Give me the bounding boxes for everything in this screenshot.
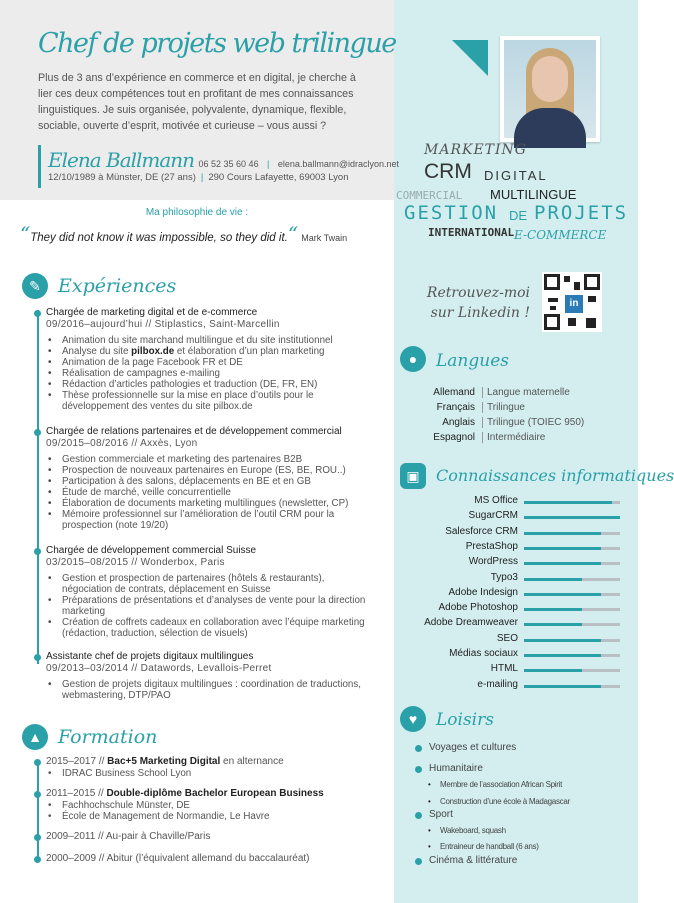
linkedin-logo-icon: in (565, 295, 583, 313)
linkedin-line-2: sur Linkedin ! (430, 305, 530, 321)
job-dates: 09/2016–aujourd’hui // Stiplastics, Saint-Marcellin (46, 319, 280, 330)
skill-row (400, 541, 620, 555)
skill-row (400, 495, 620, 509)
section-title-informatique: Connaissances informatiques (436, 466, 674, 485)
hobby-label: Cinéma & littérature (429, 855, 518, 866)
keyword-ecommerce: E-COMMERCE (514, 228, 607, 242)
skill-bar-fill (524, 532, 601, 535)
job-tasks (46, 679, 376, 701)
hobby-sub-item (430, 797, 570, 806)
keyword-de: DE (509, 208, 528, 223)
keyword-digital: DIGITAL (484, 168, 548, 183)
hobby-sub-item (430, 780, 562, 789)
linkedin-line-1: Retrouvez-moi (426, 285, 530, 301)
formation-timeline (37, 760, 39, 860)
formation-details (46, 800, 376, 822)
job-dates: 09/2013–03/2014 // Datawords, Levallois-Perret (46, 663, 272, 674)
skill-row (400, 602, 620, 616)
keyword-multilingue: MULTILINGUE (490, 187, 577, 202)
job-title: Chargée de développement commercial Suisse (46, 545, 257, 556)
job-task: • Thèse professionnelle sur la mise en place d’outils pour le développement des ventes du site pilbox.de (46, 390, 376, 412)
skill-bar-fill (524, 547, 601, 550)
skill-name: Typo3 (490, 571, 518, 583)
timeline-dot (34, 759, 41, 766)
skill-bar-track (524, 608, 620, 611)
job-task: • Création de coffrets cadeaux en collaboration avec l’équipe marketing (rédaction, traduction, sélection de visuels) (46, 617, 376, 639)
open-quote-mark: “ (20, 222, 31, 246)
timeline-dot (34, 856, 41, 863)
job-task: • Analyse du site pilbox.de et élaboration d’un plan marketing (46, 346, 376, 357)
graduation-cap-icon: ▲ (22, 724, 48, 750)
job-task: • Animation de la page Facebook FR et DE (46, 357, 376, 368)
formation-line (46, 788, 324, 799)
skill-bar-fill (524, 669, 582, 672)
section-title-langues: Langues (436, 351, 509, 371)
job-task: • Participation à des salons, déplacements en BE et en GB (46, 476, 376, 487)
phone-number: 06 52 35 60 46 (198, 159, 259, 169)
skill-row (400, 648, 620, 662)
job-tasks (46, 573, 376, 639)
hobby-dot (415, 745, 422, 752)
skill-name: WordPress (468, 556, 518, 568)
hobby-sub-label: Membre de l’association African Spirit (440, 780, 562, 789)
intro-text: Plus de 3 ans d’expérience en commerce et en digital, je cherche à lier ces deux compétences tout en profitant de mes connaissances linguistiques. Je suis organisée, polyvalente, dynamique, flexible, sociable, ouverte d’esprit, motivée et curieuse – vous aussi ? (38, 72, 356, 132)
skill-bar-track (524, 532, 620, 535)
hobby-sub-item (430, 826, 506, 835)
skill-row (400, 679, 620, 693)
skill-row (400, 617, 620, 631)
timeline-dot (34, 834, 41, 841)
decorative-triangle (452, 40, 488, 76)
job-task: • Animation du site marchand multilingue et du site institutionnel (46, 335, 376, 346)
formation-school: • Fachhochschule Münster, DE (46, 800, 376, 811)
quote-author: Mark Twain (301, 233, 348, 243)
formation-details (46, 768, 376, 779)
skill-bar-fill (524, 562, 601, 565)
birth-info: 12/10/1989 à Münster, DE (27 ans) (48, 172, 196, 183)
skill-name: PrestaShop (465, 540, 518, 552)
hobby-dot (415, 858, 422, 865)
hobby-sub-label: Wakeboard, squash (440, 826, 506, 835)
skill-name: SEO (496, 632, 518, 644)
formation-degree: Double-diplôme Bachelor European Business (106, 788, 324, 799)
language-name: Anglais (442, 417, 475, 428)
skill-row (400, 587, 620, 601)
job-task: • Élaboration de documents marketing multilingues (newsletter, CP) (46, 498, 376, 509)
skill-name: Adobe Photoshop (438, 602, 518, 614)
skill-name: SugarCRM (468, 510, 518, 522)
skill-row (400, 556, 620, 570)
skill-bar-track (524, 547, 620, 550)
hobby-dot (415, 812, 422, 819)
skill-bar-track (524, 623, 620, 626)
skill-bar-track (524, 654, 620, 657)
timeline-dot (34, 654, 41, 661)
skill-bar-track (524, 685, 620, 688)
job-task: • Gestion de projets digitaux multilingues : coordination de traductions, webmastering, DTP/PAO (46, 679, 376, 701)
skill-bar-track (524, 578, 620, 581)
hobby-label: Sport (429, 809, 453, 820)
skill-bar-track (524, 639, 620, 642)
keyword-international: INTERNATIONAL (428, 226, 515, 239)
skill-bar-fill (524, 578, 582, 581)
keyword-commercial: COMMERCIAL (396, 189, 463, 202)
skill-row (400, 510, 620, 524)
speech-bubble-icon: ● (400, 346, 426, 372)
formation-degree: Bac+5 Marketing Digital (107, 756, 221, 767)
hobby-sub-item (430, 842, 539, 851)
formation-line: 2009–2011 // Au-pair à Chaville/Paris (46, 831, 211, 842)
skill-bar-fill (524, 593, 601, 596)
job-task: • Rédaction d’articles pathologies et traduction (DE, FR, EN) (46, 379, 376, 390)
info-row (48, 172, 348, 183)
keyword-crm: CRM (424, 160, 472, 183)
skill-bar-fill (524, 608, 582, 611)
skill-bar-fill (524, 516, 620, 519)
skill-bar-fill (524, 623, 582, 626)
section-title-experiences: Expériences (58, 275, 177, 297)
hobby-sub-label: Construction d’une école à Madagascar (440, 797, 570, 806)
formation-school: • École de Management de Normandie, Le Havre (46, 811, 376, 822)
timeline-dot (34, 429, 41, 436)
accent-bar (38, 145, 41, 188)
info-separator: | (200, 172, 204, 183)
monitor-icon: ▣ (400, 463, 426, 489)
linkedin-qr-code[interactable] (542, 272, 602, 332)
section-title-formation: Formation (58, 726, 158, 748)
skill-bar-track (524, 669, 620, 672)
job-task: • Gestion commerciale et marketing des partenaires B2B (46, 454, 376, 465)
timeline-dot (34, 548, 41, 555)
skill-row (400, 526, 620, 540)
formation-dates: 2011–2015 // (46, 788, 104, 799)
skill-name: Médias sociaux (449, 648, 518, 659)
email-link[interactable]: elena.ballmann@idraclyon.net (277, 159, 400, 169)
language-name: Français (436, 402, 475, 413)
page-title: Chef de projets web trilingue (38, 28, 396, 59)
close-quote-mark: “ (287, 222, 299, 246)
linkedin-callout (420, 283, 530, 323)
skill-name: MS Office (474, 495, 518, 506)
job-title: Chargée de relations partenaires et de développement commercial (46, 426, 342, 437)
contact-separator: | (267, 159, 270, 169)
job-dates: 03/2015–08/2015 // Wonderbox, Paris (46, 557, 225, 568)
skill-row (400, 633, 620, 647)
philosophy-label: Ma philosophie de vie : (145, 207, 249, 218)
skill-bar-track (524, 501, 620, 504)
skill-name: HTML (490, 663, 518, 675)
skill-name: Adobe Dreamweaver (424, 617, 518, 629)
skill-bar-fill (524, 501, 612, 504)
job-dates: 09/2015–08/2016 // Axxès, Lyon (46, 438, 198, 449)
job-title: Assistante chef de projets digitaux multilingues (46, 651, 254, 662)
language-level: Trilingue (482, 402, 525, 413)
job-title: Chargée de marketing digital et de e-commerce (46, 307, 258, 318)
job-task: • Étude de marché, veille concurrentielle (46, 487, 376, 498)
contact-row (48, 148, 400, 172)
skill-bar-fill (524, 639, 601, 642)
job-tasks (46, 454, 376, 531)
keyword-projets: PROJETS (534, 202, 629, 224)
hobby-dot (415, 766, 422, 773)
hobby-label: Voyages et cultures (429, 742, 517, 753)
formation-line: 2000–2009 // Abitur (l’équivalent allemand du baccalauréat) (46, 853, 310, 864)
formation-school: • IDRAC Business School Lyon (46, 768, 376, 779)
formation-note: en alternance (223, 756, 284, 767)
formation-dates: 2015–2017 // (46, 756, 105, 767)
address: 290 Cours Lafayette, 69003 Lyon (208, 172, 349, 183)
profile-photo (500, 36, 600, 142)
skill-bar-fill (524, 685, 601, 688)
philosophy-quote (20, 222, 347, 246)
language-name: Allemand (433, 387, 475, 398)
timeline-dot (34, 310, 41, 317)
job-task: • Préparations de présentations et d’analyses de vente pour la direction marketing (46, 595, 376, 617)
skill-bar-fill (524, 654, 601, 657)
language-name: Espagnol (433, 432, 475, 443)
section-title-loisirs: Loisirs (436, 710, 494, 730)
experience-timeline (37, 310, 39, 664)
hobby-label: Humanitaire (429, 763, 483, 774)
briefcase-person-icon: ✎ (22, 273, 48, 299)
skill-bar-track (524, 593, 620, 596)
skill-row (400, 572, 620, 586)
heart-icon: ♥ (400, 706, 426, 732)
job-task: • Gestion et prospection de partenaires (hôtels & restaurants), négociation de contrats, déplacement en Suisse (46, 573, 376, 595)
job-tasks (46, 335, 376, 412)
keyword-cloud (394, 140, 638, 240)
keyword-gestion: GESTION (404, 202, 499, 224)
timeline-dot (34, 791, 41, 798)
skill-bar-track (524, 562, 620, 565)
skill-name: e-mailing (477, 678, 518, 690)
person-name: Elena Ballmann (48, 148, 195, 172)
language-level: Trilingue (TOIEC 950) (482, 417, 584, 428)
skill-row (400, 663, 620, 677)
formation-line (46, 756, 284, 767)
job-task: • Prospection de nouveaux partenaires en Europe (ES, BE, ROU..) (46, 465, 376, 476)
language-level: Langue maternelle (482, 387, 570, 398)
job-task: • Mémoire professionnel sur l’amélioration de l’outil CRM pour la prospection (note 19/20) (46, 509, 376, 531)
hobby-sub-label: Entraineur de handball (6 ans) (440, 842, 539, 851)
skill-bar-track (524, 516, 620, 519)
language-level: Intermédiaire (482, 432, 545, 443)
skill-name: Adobe Indesign (448, 586, 518, 598)
job-task: • Réalisation de campagnes e-mailing (46, 368, 376, 379)
quote-text: They did not know it was impossible, so they did it. (30, 232, 288, 244)
keyword-marketing: MARKETING (424, 142, 527, 158)
skill-name: Salesforce CRM (445, 525, 518, 537)
